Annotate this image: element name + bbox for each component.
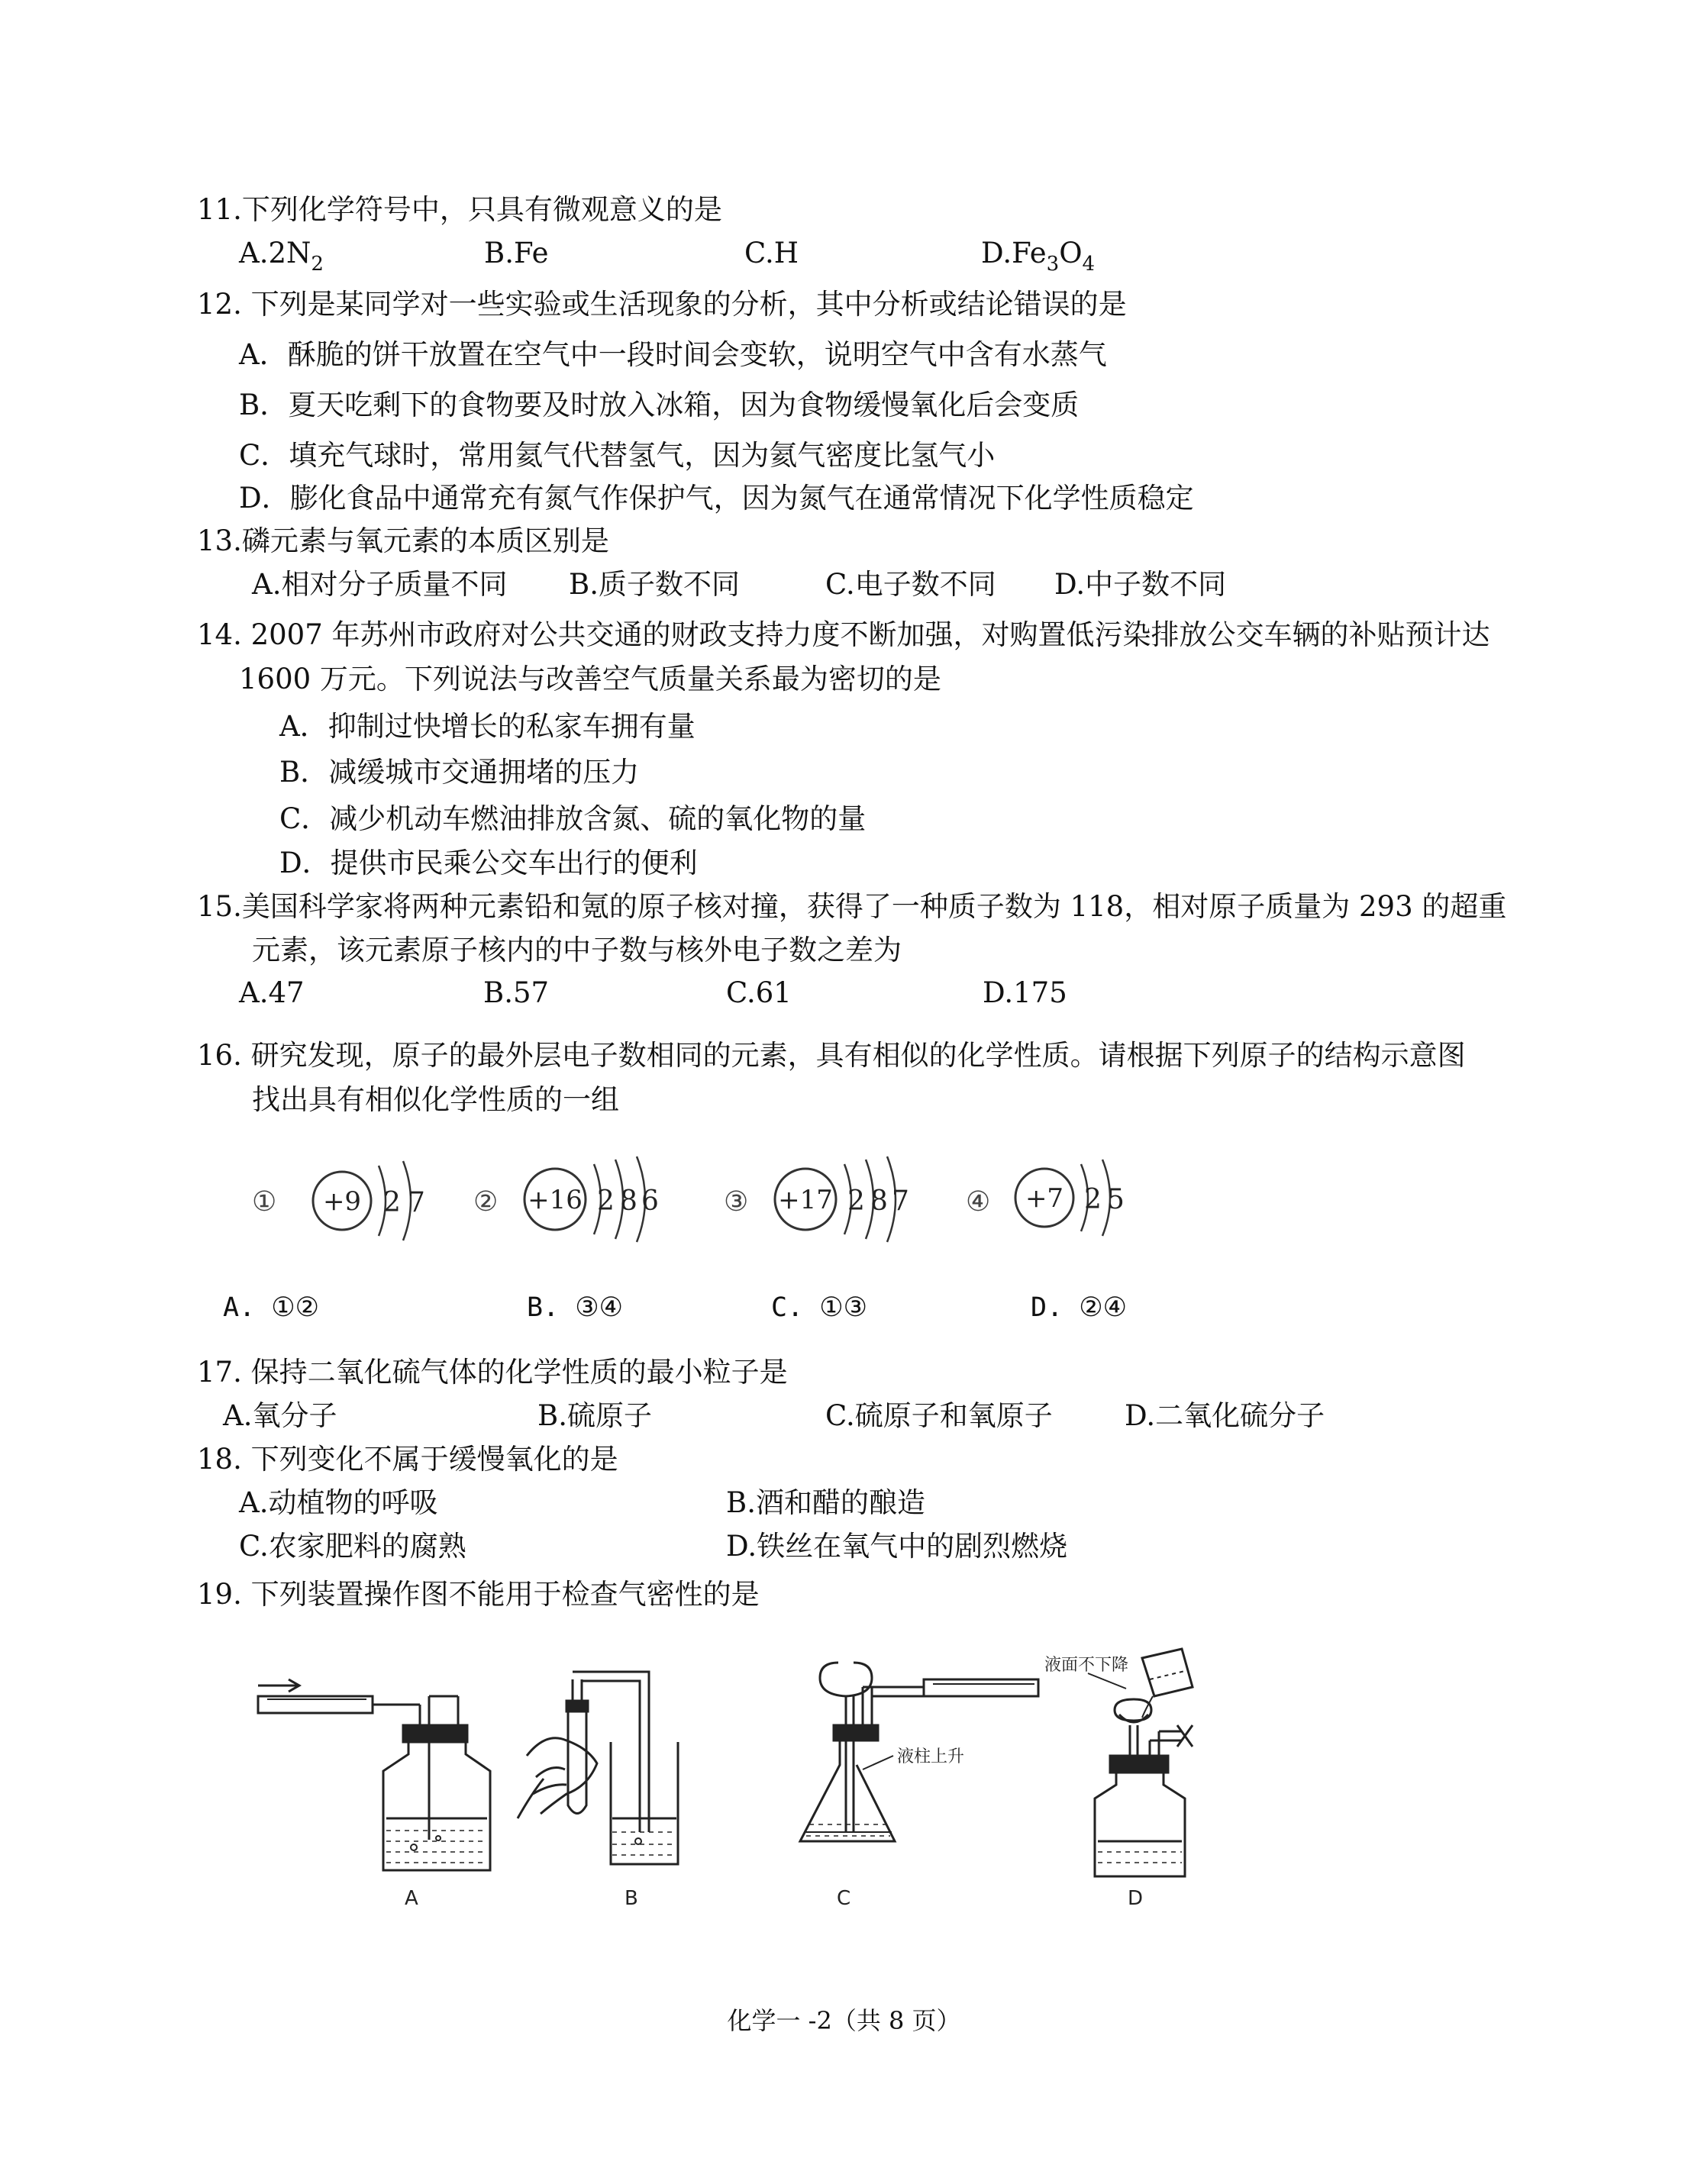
q18-option-d: D.铁丝在氧气中的剧烈燃烧 (726, 1530, 1068, 1563)
q11-option-a: $A.2N_2$ (239, 237, 324, 276)
q19-stem: 19. 下列装置操作图不能用于检查气密性的是 (197, 1578, 760, 1611)
q16-stem-line2: 找出具有相似化学性质的一组 (252, 1083, 619, 1116)
q15-stem-line2: 元素，该元素原子核内的中子数与核外电子数之差为 (252, 934, 902, 966)
q11-option-c: C.H (744, 237, 799, 269)
q15-stem-line1: 15.美国科学家将两种元素铅和氪的原子核对撞，获得了一种质子数为 118，相对原子质量为 293 的超重 (197, 890, 1507, 923)
q11-stem: 11.下列化学符号中，只具有微观意义的是 (197, 193, 722, 226)
apparatus-b-label: B (625, 1887, 638, 1908)
atom-diagram-1 (252, 1161, 425, 1240)
atom-3-shell-1: 2 (847, 1186, 865, 1217)
q14-option-b: B．减缓城市交通拥堵的压力 (279, 756, 640, 789)
q18-stem: 18. 下列变化不属于缓慢氧化的是 (197, 1443, 618, 1476)
q18-option-a: A.动植物的呼吸 (239, 1486, 438, 1519)
page-footer: 化学一 -2（共 8 页） (727, 2006, 961, 2035)
atom-diagrams (252, 1149, 1153, 1248)
atom-2-shell-1: 2 (597, 1186, 615, 1217)
q12-option-b: B．夏天吃剩下的食物要及时放入冰箱，因为食物缓慢氧化后会变质 (239, 389, 1080, 421)
q17-option-d: D.二氧化硫分子 (1125, 1399, 1325, 1432)
atom-3-number: ③ (724, 1186, 749, 1218)
q15-option-a: A.47 (239, 976, 305, 1009)
q12-option-d: D．膨化食品中通常充有氮气作保护气，因为氮气在通常情况下化学性质稳定 (239, 482, 1194, 515)
q12-option-a: A．酥脆的饼干放置在空气中一段时间会变软，说明空气中含有水蒸气 (239, 338, 1107, 371)
q13-option-d: D.中子数不同 (1054, 568, 1227, 601)
atom-diagram-3 (724, 1157, 909, 1242)
q17-option-b: B.硫原子 (537, 1399, 652, 1432)
q12-stem: 12. 下列是某同学对一些实验或生活现象的分析，其中分析或结论错误的是 (197, 288, 1127, 321)
atom-4-shell-1: 2 (1084, 1184, 1102, 1215)
atom-4-nucleus: +7 (1025, 1183, 1064, 1214)
apparatus-c (800, 1663, 1038, 1908)
atom-1-number: ① (252, 1186, 277, 1218)
atom-1-shell-1: 2 (383, 1187, 401, 1218)
q17-option-c: C.硫原子和氧原子 (825, 1399, 1053, 1432)
atom-4-shell-2: 5 (1107, 1184, 1125, 1215)
atom-1-nucleus: +9 (322, 1186, 362, 1217)
apparatus-d-label: D (1128, 1887, 1144, 1908)
atom-diagram-2 (473, 1157, 659, 1242)
q15-option-b: B.57 (483, 976, 550, 1009)
q13-option-c: C.电子数不同 (825, 568, 996, 601)
q14-stem-line1: 14. 2007 年苏州市政府对公共交通的财政支持力度不断加强，对购置低污染排放公交车辆的补贴预计达 (197, 618, 1490, 651)
q16-option-c: C. ①③ (771, 1292, 867, 1323)
q15-option-c: C.61 (726, 976, 792, 1009)
apparatus-a-label: A (405, 1887, 418, 1908)
apparatus-d-note: 液面不下降 (1044, 1656, 1129, 1675)
atom-3-nucleus: +17 (778, 1185, 833, 1215)
q16-option-b: B. ③④ (527, 1292, 623, 1323)
atom-3-shell-3: 7 (892, 1186, 909, 1217)
atom-diagram-4 (966, 1160, 1125, 1236)
apparatus-a (258, 1679, 490, 1908)
atom-2-number: ② (473, 1186, 499, 1218)
q14-option-d: D．提供市民乘公交车出行的便利 (279, 847, 698, 879)
q16-option-a: A. ①② (223, 1292, 319, 1323)
q13-option-b: B.质子数不同 (569, 568, 740, 601)
q13-option-a: A.相对分子质量不同 (252, 568, 508, 601)
q13-stem: 13.磷元素与氧元素的本质区别是 (197, 524, 609, 557)
q17-stem: 17. 保持二氧化硫气体的化学性质的最小粒子是 (197, 1356, 788, 1389)
q17-option-a: A.氧分子 (223, 1399, 337, 1432)
q18-option-c: C.农家肥料的腐熟 (239, 1530, 466, 1563)
apparatus-c-note: 液柱上升 (897, 1747, 965, 1766)
atom-2-shell-3: 6 (641, 1186, 659, 1217)
apparatus-b (518, 1672, 678, 1908)
q12-option-c: C．填充气球时，常用氦气代替氢气，因为氦气密度比氢气小 (239, 439, 996, 472)
atom-2-nucleus: +16 (528, 1185, 583, 1215)
atom-1-shell-2: 7 (408, 1187, 425, 1218)
q16-option-d: D. ②④ (1031, 1292, 1127, 1323)
q14-option-a: A．抑制过快增长的私家车拥有量 (279, 710, 696, 743)
atom-4-number: ④ (966, 1186, 991, 1218)
q18-option-b: B.酒和醋的酿造 (726, 1486, 925, 1519)
atom-3-shell-2: 8 (870, 1186, 888, 1217)
q15-option-d: D.175 (983, 976, 1067, 1009)
q14-option-c: C．减少机动车燃油排放含氮、硫的氧化物的量 (279, 802, 867, 835)
atom-2-shell-2: 8 (620, 1186, 637, 1217)
q11-option-b: B.Fe (484, 237, 549, 269)
q16-stem-line1: 16. 研究发现，原子的最外层电子数相同的元素，具有相似的化学性质。请根据下列原子的结构示意图 (197, 1039, 1466, 1072)
apparatus-c-label: C (837, 1887, 851, 1908)
q14-stem-line2: 1600 万元。下列说法与改善空气质量关系最为密切的是 (239, 663, 941, 695)
q11-option-d: $D.Fe_3O_4$ (981, 237, 1096, 276)
apparatus-figure (252, 1641, 1244, 1908)
apparatus-d (1044, 1649, 1193, 1908)
